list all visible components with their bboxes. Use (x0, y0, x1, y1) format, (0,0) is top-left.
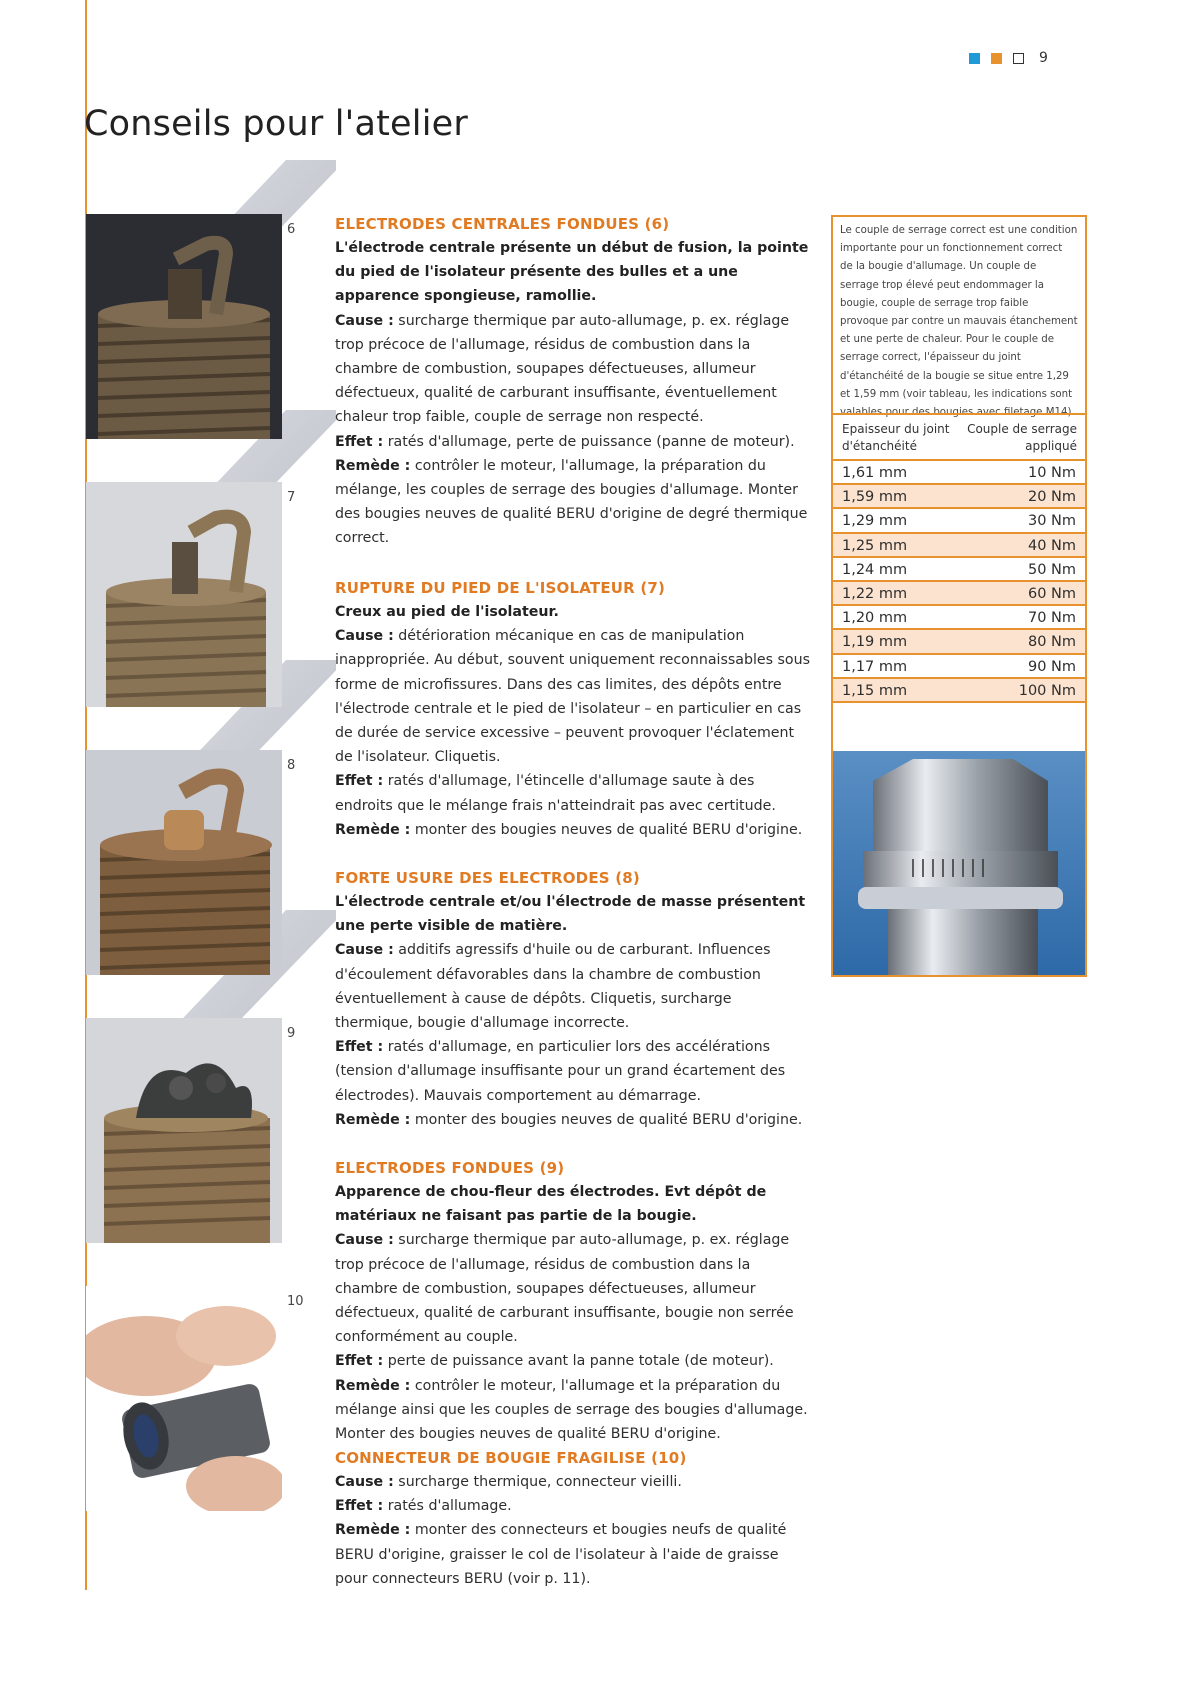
cause-text: surcharge thermique par auto-allumage, p. ex. réglage trop précoce de l'allumage, résidus de combustion dans la chambre de combustion, soupapes défectueuses, allumeur défectueux, qualité de carburant insuffisante, bougie non serrée conformément au couple. (335, 1232, 794, 1346)
section-lead: Creux au pied de l'isolateur. (335, 604, 559, 620)
orange-square-icon (991, 53, 1002, 64)
section-10 (335, 1446, 810, 1591)
section-heading: FORTE USURE DES ELECTRODES (8) (335, 869, 640, 887)
remede-label: Remède : (335, 821, 411, 838)
photo-10 (86, 1286, 282, 1511)
remede-text: contrôler le moteur, l'allumage, la préparation du mélange, les couples de serrage des bougies d'allumage. Monter des bougies neuves de qualité BERU d'origine de degré thermique correct. (335, 457, 808, 547)
table-body (833, 461, 1085, 703)
thickness-cell: 1,20 mm (842, 610, 908, 627)
section-heading: CONNECTEUR DE BOUGIE FRAGILISE (10) (335, 1449, 687, 1467)
spark-plug-melted-electrodes-photo (86, 1018, 282, 1243)
table-row (833, 655, 1085, 679)
spark-plug-worn-electrodes-photo (86, 750, 282, 975)
effet-label: Effet : (335, 773, 384, 790)
table-row (833, 509, 1085, 533)
col-torque-header: Couple de serrage appliqué (967, 422, 1077, 453)
section-heading: ELECTRODES FONDUES (9) (335, 1159, 565, 1177)
photo-label: 6 (287, 222, 296, 237)
torque-cell: 10 Nm (1027, 465, 1076, 481)
remede-text: monter des bougies neuves de qualité BERU d'origine. (414, 1111, 803, 1128)
spark-plug-connector-photo (86, 1286, 282, 1511)
section-8 (335, 866, 810, 1132)
section-heading: RUPTURE DU PIED DE L'ISOLATEUR (7) (335, 579, 666, 597)
table-row (833, 606, 1085, 630)
thickness-cell: 1,22 mm (842, 585, 908, 602)
section-6 (335, 212, 810, 551)
effet-label: Effet : (335, 433, 384, 450)
effet-label: Effet : (335, 1353, 384, 1370)
photo-6 (86, 214, 282, 439)
thickness-cell: 1,25 mm (842, 537, 908, 554)
remede-text: monter des connecteurs et bougies neufs de qualité BERU d'origine, graisser le col de l'isolateur à l'aide de graisse pour connecteurs BERU (voir p. 11). (335, 1522, 787, 1587)
photo-label: 7 (287, 490, 296, 505)
section-heading: ELECTRODES CENTRALES FONDUES (6) (335, 215, 670, 233)
remede-label: Remède : (335, 1111, 411, 1128)
torque-cell: 20 Nm (1027, 489, 1076, 506)
thickness-cell: 1,17 mm (842, 658, 908, 675)
torque-cell: 40 Nm (1027, 537, 1076, 554)
table-row (833, 558, 1085, 582)
cause-text: surcharge thermique, connecteur vieilli. (398, 1474, 682, 1490)
effet-text: ratés d'allumage, l'étincelle d'allumage saute à des endroits que le mélange frais n'atteindrait pas avec certitude. (335, 773, 776, 814)
table-row (833, 630, 1085, 654)
remede-text: contrôler le moteur, l'allumage et la préparation du mélange ainsi que les couples de serrage des bougies d'allumage. Monter des bougies neuves de qualité BERU d'origine. (335, 1377, 808, 1443)
thickness-cell: 1,19 mm (842, 634, 908, 651)
effet-text: perte de puissance avant la panne totale (de moteur). (387, 1353, 774, 1370)
cause-label: Cause : (335, 1474, 394, 1490)
cause-label: Cause : (335, 1232, 394, 1249)
page-header (969, 50, 1048, 66)
thickness-cell: 1,24 mm (842, 561, 908, 578)
spark-plug-seal-closeup-photo (833, 751, 1085, 975)
effet-label: Effet : (335, 1498, 384, 1515)
spark-plug-melted-center-electrode-photo (86, 214, 282, 439)
empty-square-icon (1013, 53, 1024, 64)
page-number: 9 (1039, 50, 1048, 66)
torque-cell: 70 Nm (1027, 610, 1076, 627)
photo-9 (86, 1018, 282, 1243)
section-lead: L'électrode centrale et/ou l'électrode de masse présentent une perte visible de matière. (335, 894, 806, 935)
thickness-cell: 1,61 mm (842, 465, 908, 481)
cause-text: additifs agressifs d'huile ou de carburant. Influences d'écoulement défavorables dans la chambre de combustion éventuellement à cause de dépôts. Cliquetis, surcharge thermique, bougie d'allumage incorrecte. (335, 942, 771, 1032)
cause-label: Cause : (335, 312, 394, 329)
thickness-cell: 1,29 mm (842, 513, 908, 530)
remede-label: Remède : (335, 1522, 411, 1539)
remede-label: Remède : (335, 457, 411, 474)
table-row (833, 679, 1085, 703)
cause-label: Cause : (335, 942, 394, 959)
torque-table (833, 413, 1085, 703)
blue-square-icon (969, 53, 980, 64)
photo-8 (86, 750, 282, 975)
spark-plug-broken-insulator-photo (86, 482, 282, 707)
torque-note: Le couple de serrage correct est une condition importante pour un fonctionnement correct de la bougie d'allumage. Un couple de serrage trop élevé peut endommager la bougie, couple de serrage trop faible provoque par contre un mauvais étanchement et une perte de chaleur. Pour le couple de serrage correct, l'épaisseur du joint d'étanchéité de la bougie se situe entre 1,29 et 1,59 mm (voir tableau, les indications sont valables pour des bougies avec filetage M14). (840, 225, 1078, 419)
effet-text: ratés d'allumage. (387, 1498, 512, 1515)
photo-label: 9 (287, 1026, 296, 1041)
spark-plug-closeup-icon (833, 751, 1085, 975)
torque-cell: 60 Nm (1027, 585, 1076, 602)
cause-text: détérioration mécanique en cas de manipulation inappropriée. Au début, souvent uniquement reconnaissables sous forme de microfissures. Dans des cas limites, des dépôts entre l'électrode centrale et le pied de l'isolateur – en particulier en cas de durée de service excessive – peuvent provoquer l'éclatement de l'isolateur. Cliquetis. (335, 628, 810, 766)
photo-label: 8 (287, 758, 296, 773)
section-lead: L'électrode centrale présente un début de fusion, la pointe du pied de l'isolateur présente des bulles et a une apparence spongieuse, ramollie. (335, 240, 809, 305)
table-row (833, 534, 1085, 558)
photo-7 (86, 482, 282, 707)
effet-label: Effet : (335, 1039, 384, 1056)
torque-cell: 80 Nm (1027, 634, 1076, 651)
col-thickness-header: Epaisseur du joint d'étanchéité (842, 422, 950, 453)
table-header (833, 413, 1085, 461)
cause-label: Cause : (335, 628, 394, 645)
photo-label: 10 (287, 1294, 304, 1309)
section-lead: Apparence de chou-fleur des électrodes. Evt dépôt de matériaux ne faisant pas partie de la bougie. (335, 1184, 767, 1225)
table-row (833, 485, 1085, 509)
thickness-cell: 1,15 mm (842, 682, 908, 699)
table-row (833, 461, 1085, 485)
remede-text: monter des bougies neuves de qualité BERU d'origine. (414, 821, 803, 838)
section-7 (335, 576, 810, 842)
effet-text: ratés d'allumage, perte de puissance (panne de moteur). (387, 433, 795, 450)
effet-text: ratés d'allumage, en particulier lors des accélérations (tension d'allumage insuffisante pour un grand écartement des électrodes). Mauvais comportement au démarrage. (335, 1039, 786, 1104)
remede-label: Remède : (335, 1377, 411, 1394)
page-title: Conseils pour l'atelier (84, 104, 468, 144)
torque-cell: 90 Nm (1027, 658, 1076, 675)
section-9 (335, 1156, 810, 1446)
cause-text: surcharge thermique par auto-allumage, p. ex. réglage trop précoce de l'allumage, résidus de combustion dans la chambre de combustion, soupapes défectueuses, allumeur défectueux, qualité de carburant insuffisante, éventuellement chaleur trop faible, couple de serrage non respecté. (335, 312, 790, 426)
torque-cell: 100 Nm (1018, 682, 1076, 699)
torque-cell: 30 Nm (1027, 513, 1076, 530)
table-row (833, 582, 1085, 606)
thickness-cell: 1,59 mm (842, 489, 908, 506)
torque-cell: 50 Nm (1027, 561, 1076, 578)
